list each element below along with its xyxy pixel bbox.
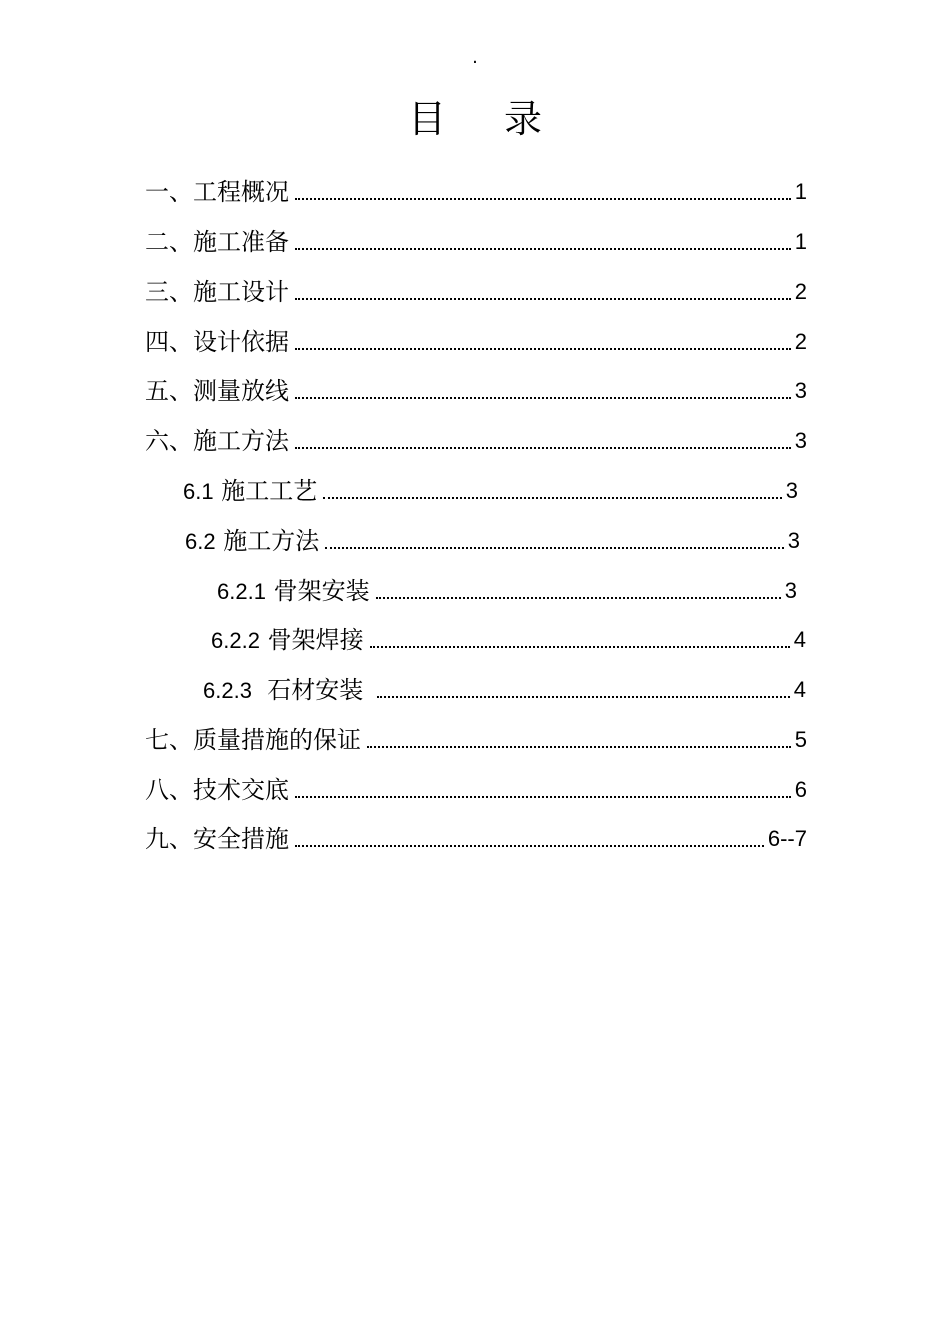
toc-entry-label: 七、质量措施的保证: [145, 726, 361, 754]
toc-entry-page: 1: [794, 179, 807, 204]
toc-entry-page: 3: [787, 528, 800, 553]
toc-entry-number: 6.2.2: [211, 627, 260, 653]
toc-entry-page: 2: [794, 329, 807, 354]
toc-entry-6-2-3[interactable]: [203, 673, 806, 707]
toc-entry-4[interactable]: [145, 325, 807, 359]
toc-entry-label: 九、安全措施: [145, 825, 289, 853]
toc-entry-label: 五、测量放线: [145, 377, 289, 405]
toc-entry-text: 施工方法: [223, 526, 320, 555]
toc-entry-page: 3: [785, 478, 798, 503]
toc-entry-number: 6.2: [185, 528, 216, 554]
toc-entry-page: 3: [784, 578, 797, 603]
toc-entry-label: 四、设计依据: [145, 328, 289, 356]
toc-entry-page: 4: [793, 677, 806, 702]
toc-entry-8[interactable]: [145, 773, 807, 807]
toc-dot-leader: [367, 723, 791, 757]
toc-dot-leader: [325, 524, 784, 558]
toc-entry-label: [185, 524, 325, 559]
toc-entry-6-1[interactable]: [183, 474, 798, 508]
toc-entry-label: [183, 474, 323, 509]
toc-dot-leader: [295, 424, 791, 458]
toc-entry-text: 石材安装: [267, 675, 364, 704]
toc-entry-3[interactable]: [145, 275, 807, 309]
header-dot: .: [472, 47, 478, 68]
toc-dot-leader: [295, 374, 791, 408]
toc-entry-number: 6.1: [183, 478, 214, 504]
toc-entry-page: 2: [794, 279, 807, 304]
toc-entry-6-2[interactable]: [185, 524, 800, 558]
toc-dot-leader: [295, 175, 791, 209]
toc-entry-label: 八、技术交底: [145, 776, 289, 804]
toc-entry-label: [217, 574, 376, 609]
toc-dot-leader: [377, 673, 790, 707]
toc-entry-text: 骨架焊接: [267, 625, 364, 654]
toc-entry-number: 6.2.1: [217, 578, 266, 604]
toc-entry-page: 4: [793, 627, 806, 652]
toc-entry-page: 3: [794, 378, 807, 403]
toc-entry-label: 三、施工设计: [145, 278, 289, 306]
toc-entry-number: 6.2.3: [203, 677, 252, 703]
toc-entry-1[interactable]: [145, 175, 807, 209]
toc-dot-leader: [295, 773, 791, 807]
toc-entry-9[interactable]: [145, 822, 807, 856]
toc-title-char-2: 录: [504, 97, 543, 141]
toc-entry-label: [203, 673, 377, 708]
toc-dot-leader: [295, 275, 791, 309]
toc-entry-6[interactable]: [145, 424, 807, 458]
toc-entry-page: 6: [794, 777, 807, 802]
toc-entry-5[interactable]: [145, 374, 807, 408]
toc-entry-text: 施工工艺: [221, 476, 318, 505]
toc-entry-page: 1: [794, 229, 807, 254]
toc-entry-label: [211, 623, 370, 658]
toc-entry-6-2-2[interactable]: [211, 623, 806, 657]
toc-dot-leader: [370, 623, 790, 657]
toc-entry-7[interactable]: [145, 723, 807, 757]
toc-entry-label: 二、施工准备: [145, 228, 289, 256]
toc-title: [0, 92, 950, 146]
toc-entry-label: 一、工程概况: [145, 178, 289, 206]
toc-entry-6-2-1[interactable]: [217, 574, 797, 608]
toc-dot-leader: [376, 574, 781, 608]
toc-entry-page: 6--7: [767, 826, 807, 851]
toc-entry-text: 骨架安装: [273, 576, 370, 605]
toc-entry-label: 六、施工方法: [145, 427, 289, 455]
toc-dot-leader: [323, 474, 782, 508]
toc-dot-leader: [295, 225, 791, 259]
toc-dot-leader: [295, 822, 764, 856]
toc-entry-page: 5: [794, 727, 807, 752]
toc-entry-2[interactable]: [145, 225, 807, 259]
toc-entry-page: 3: [794, 428, 807, 453]
toc-dot-leader: [295, 325, 791, 359]
toc-title-char-1: 目: [407, 97, 446, 141]
